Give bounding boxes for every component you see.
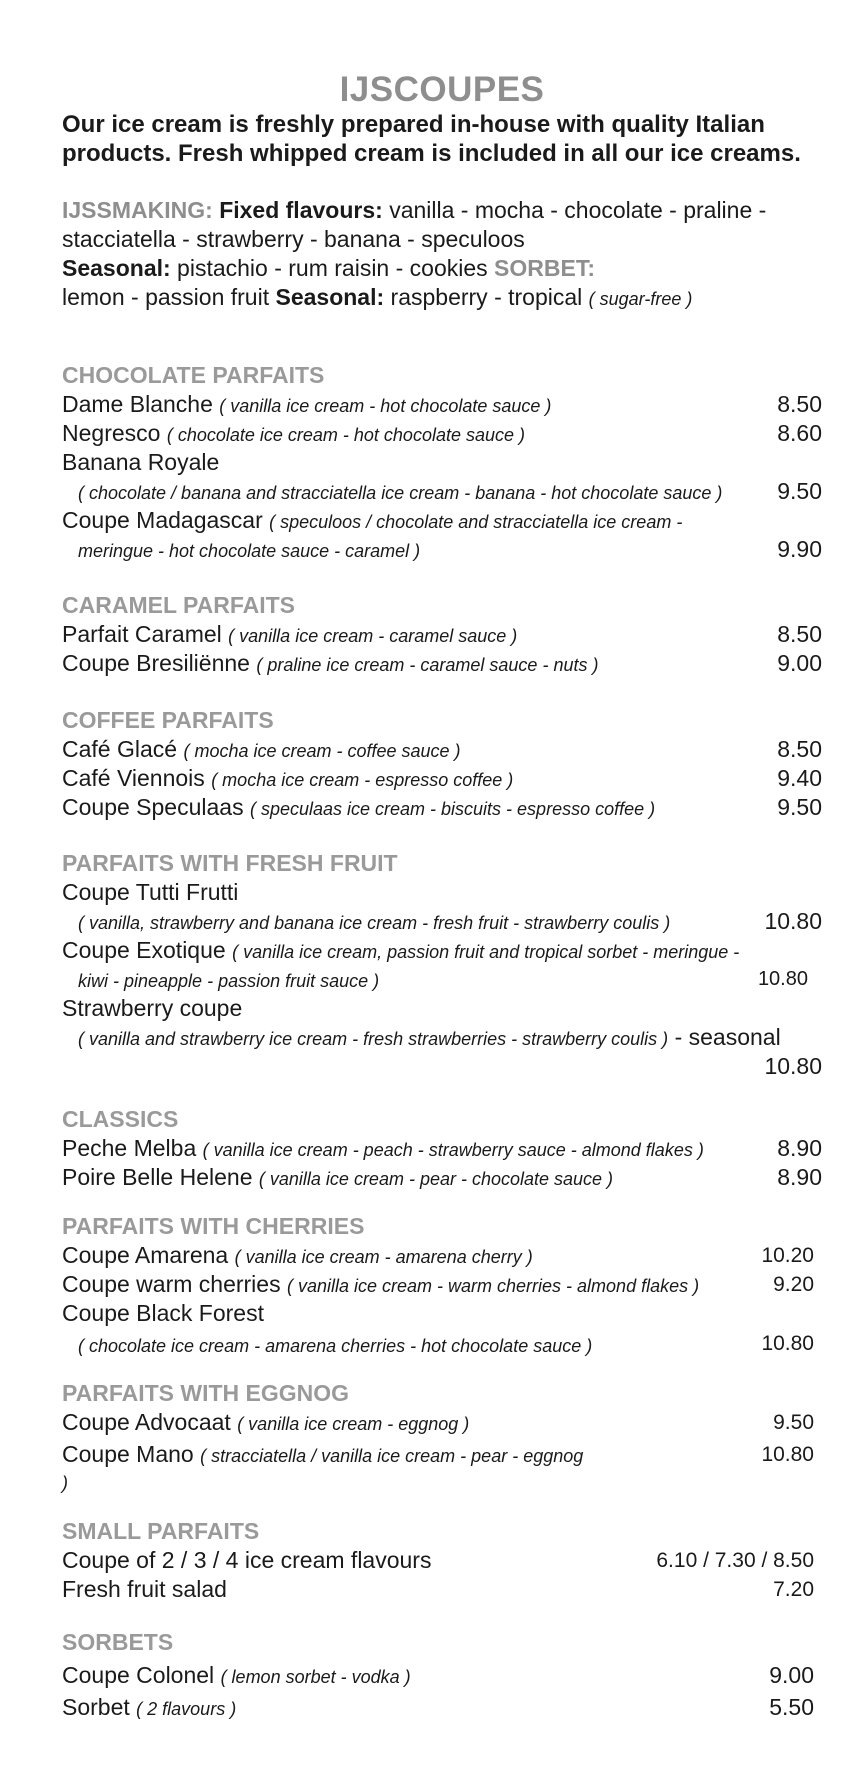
menu-item (62, 448, 822, 477)
menu-item (62, 793, 822, 822)
menu-item-detail (62, 1328, 822, 1360)
menu-item (62, 620, 822, 649)
section-fresh-fruit (62, 848, 822, 1081)
item-desc: ( stracciatella / vanilla ice cream - pear - eggnog (200, 1446, 584, 1466)
section-classics (62, 1104, 822, 1192)
item-desc-cont: meringue - hot chocolate sauce - caramel ) (78, 541, 421, 561)
section-chocolate (62, 360, 822, 564)
item-price: 9.50 (777, 478, 822, 504)
item-desc: ( vanilla ice cream - pear - chocolate sauce ) (258, 1169, 614, 1189)
item-desc: ( mocha ice cream - espresso coffee ) (211, 770, 514, 790)
item-desc: ( praline ice cream - caramel sauce - nuts ) (256, 655, 599, 675)
menu-item (62, 1163, 822, 1192)
page-title: IJSCOUPES (339, 70, 545, 109)
menu-item (62, 1693, 822, 1722)
item-name: Café Viennois (62, 765, 205, 791)
menu-item (62, 649, 822, 678)
menu-item (62, 764, 822, 793)
intro-text: Our ice cream is freshly prepared in-house with quality Italian products. Fresh whipped cream is included in all our ice creams. (62, 111, 801, 167)
flavours-block (62, 196, 782, 314)
item-price: 10.80 (761, 1332, 814, 1355)
item-price: 8.50 (777, 736, 822, 762)
item-price: 7.20 (773, 1578, 814, 1601)
section-title: CARAMEL PARFAITS (62, 592, 295, 618)
item-name: Coupe Tutti Frutti (62, 879, 239, 905)
item-name: Fresh fruit salad (62, 1576, 227, 1602)
item-price: 5.50 (769, 1694, 814, 1720)
fixed-flavours-label: Fixed flavours: (219, 197, 383, 223)
menu-item (62, 1657, 822, 1693)
item-name: Coupe of 2 / 3 / 4 ice cream flavours (62, 1547, 432, 1573)
menu-item-detail (62, 1023, 822, 1052)
section-title: PARFAITS WITH CHERRIES (62, 1213, 365, 1239)
menu-item (62, 1575, 822, 1604)
item-price: 8.50 (777, 621, 822, 647)
section-cherries (62, 1211, 822, 1360)
section-title: PARFAITS WITH EGGNOG (62, 1380, 350, 1406)
sorbet-text: lemon - passion fruit (62, 284, 270, 310)
sugar-free-note: ( sugar-free ) (588, 289, 693, 309)
item-name: Café Glacé (62, 736, 178, 762)
fixed-flavours-text: vanilla - mocha - chocolate - praline - stacciatella - strawberry - banana - speculoos (62, 197, 767, 252)
item-desc: ( speculoos / chocolate and stracciatella ice cream - (269, 512, 683, 532)
section-caramel (62, 590, 822, 678)
item-desc: ( chocolate / banana and stracciatella ice cream - banana - hot chocolate sauce ) (78, 483, 723, 503)
sorbet-seasonal-text: raspberry - tropical (390, 284, 583, 310)
item-price: 10.80 (764, 1053, 822, 1079)
menu-item-detail (62, 907, 822, 936)
section-eggnog (62, 1378, 822, 1493)
item-desc-cont: ) (62, 1473, 68, 1493)
item-name: Negresco (62, 420, 161, 446)
item-name: Coupe Bresiliënne (62, 650, 250, 676)
item-name: Coupe Exotique (62, 937, 226, 963)
section-title: PARFAITS WITH FRESH FRUIT (62, 850, 398, 876)
seasonal-text: pistachio - rum raisin - cookies (177, 255, 488, 281)
item-price: 9.50 (773, 1411, 814, 1434)
item-price: 10.80 (761, 1443, 814, 1466)
item-name: Banana Royale (62, 449, 220, 475)
item-name: Dame Blanche (62, 391, 213, 417)
item-name: Coupe Advocaat (62, 1409, 231, 1435)
item-price: 9.00 (769, 1662, 814, 1688)
menu-item-detail (62, 535, 822, 564)
item-desc-cont: kiwi - pineapple - passion fruit sauce ) (78, 971, 380, 991)
item-desc: ( chocolate ice cream - amarena cherries - hot chocolate sauce ) (78, 1336, 593, 1356)
item-price: 10.20 (761, 1244, 814, 1267)
menu-item-price-row (62, 1052, 822, 1081)
item-desc: ( vanilla ice cream - warm cherries - almond flakes ) (286, 1276, 700, 1296)
menu-item (62, 1408, 822, 1440)
item-name: Coupe warm cherries (62, 1271, 281, 1297)
menu-item (62, 994, 822, 1023)
item-desc: ( speculaas ice cream - biscuits - espresso coffee ) (249, 799, 656, 819)
item-name: Coupe Mano (62, 1441, 194, 1467)
menu-item (62, 1299, 822, 1328)
item-name: Poire Belle Helene (62, 1164, 253, 1190)
item-name: Coupe Colonel (62, 1662, 215, 1688)
section-sorbets (62, 1627, 822, 1722)
section-small (62, 1516, 822, 1604)
menu-item (62, 1270, 822, 1299)
menu-item-detail (62, 1469, 822, 1493)
menu-item (62, 390, 822, 419)
menu-item (62, 936, 822, 965)
section-coffee (62, 705, 822, 822)
menu-item (62, 1241, 822, 1270)
menu-item (62, 1134, 822, 1163)
sorbet-label: SORBET: (494, 255, 595, 281)
item-desc: ( mocha ice cream - coffee sauce ) (183, 741, 461, 761)
item-name: Strawberry coupe (62, 995, 243, 1021)
section-title: SMALL PARFAITS (62, 1518, 260, 1544)
menu-item (62, 735, 822, 764)
sorbet-seasonal-label: Seasonal: (275, 284, 385, 310)
section-title: CLASSICS (62, 1106, 179, 1132)
item-price: 9.00 (777, 650, 822, 676)
item-price: 9.40 (777, 765, 822, 791)
item-name: Sorbet (62, 1694, 130, 1720)
section-title: COFFEE PARFAITS (62, 707, 274, 733)
item-price: 8.90 (777, 1135, 822, 1161)
item-name: Coupe Madagascar (62, 507, 263, 533)
item-desc: ( vanilla and strawberry ice cream - fresh strawberries - strawberry coulis ) (78, 1029, 669, 1049)
item-price: 9.20 (773, 1273, 814, 1296)
item-desc: ( vanilla ice cream - eggnog ) (237, 1414, 470, 1434)
item-desc: ( vanilla, strawberry and banana ice cream - fresh fruit - strawberry coulis ) (78, 913, 671, 933)
item-desc: ( vanilla ice cream - caramel sauce ) (228, 626, 518, 646)
item-desc: ( vanilla ice cream - peach - strawberry sauce - almond flakes ) (202, 1140, 704, 1160)
item-price: 6.10 / 7.30 / 8.50 (656, 1549, 814, 1572)
item-price: 10.80 (757, 968, 808, 990)
menu-item (62, 506, 822, 535)
item-name: Coupe Black Forest (62, 1300, 264, 1326)
item-desc: ( chocolate ice cream - hot chocolate sauce ) (166, 425, 525, 445)
item-name: Coupe Amarena (62, 1242, 229, 1268)
item-desc: ( vanilla ice cream - amarena cherry ) (234, 1247, 533, 1267)
item-price: 10.80 (764, 908, 822, 934)
item-name: Peche Melba (62, 1135, 197, 1161)
section-title: SORBETS (62, 1629, 174, 1655)
item-desc: ( 2 flavours ) (136, 1699, 237, 1719)
item-name: Coupe Speculaas (62, 794, 244, 820)
menu-item-detail (62, 477, 822, 506)
seasonal-note: - seasonal (674, 1024, 781, 1050)
menu-item-detail (62, 965, 822, 994)
flavours-label: IJSSMAKING: (62, 197, 213, 223)
menu-item (62, 1440, 822, 1469)
menu-item (62, 1546, 822, 1575)
item-price: 9.50 (777, 794, 822, 820)
item-price: 8.60 (777, 420, 822, 446)
seasonal-label: Seasonal: (62, 255, 171, 281)
menu-item (62, 419, 822, 448)
menu-item (62, 878, 822, 907)
item-name: Parfait Caramel (62, 621, 222, 647)
item-price: 9.90 (777, 536, 822, 562)
item-price: 8.90 (777, 1164, 822, 1190)
item-desc: ( lemon sorbet - vodka ) (220, 1667, 411, 1687)
item-desc: ( vanilla ice cream - hot chocolate sauce ) (219, 396, 552, 416)
section-title: CHOCOLATE PARFAITS (62, 362, 325, 388)
item-desc: ( vanilla ice cream, passion fruit and tropical sorbet - meringue - (232, 942, 740, 962)
item-price: 8.50 (777, 391, 822, 417)
